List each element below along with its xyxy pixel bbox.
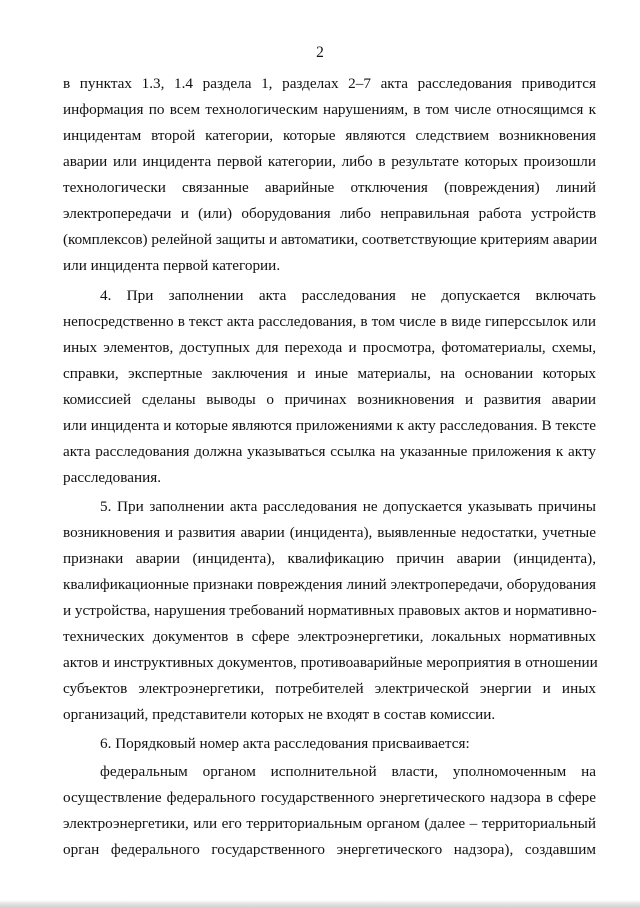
subparagraph-first-line: федеральным органом исполнительной власти, уполномоченным на	[100, 763, 596, 780]
text-line: комиссией сделаны выводы о причинах возникновения и развития аварии	[63, 391, 596, 408]
paragraph-4-first-line: 4. При заполнении акта расследования не допускается включать	[100, 287, 596, 304]
text-line: технических документов в сфере электроэнергетики, локальных нормативных	[63, 628, 596, 645]
text-line: (комплексов) релейной защиты и автоматики, соответствующие критериям аварии	[63, 231, 598, 248]
text-line: акта расследования должна указываться ссылка на указанные приложения к акту	[63, 443, 596, 460]
text-line: в пунктах 1.3, 1.4 раздела 1, разделах 2–7 акта расследования приводится	[63, 75, 596, 92]
text-line: возникновения и развития аварии (инцидента), выявленные недостатки, учетные	[63, 524, 596, 541]
text-line: иных элементов, доступных для перехода и просмотра, фотоматериалы, схемы,	[63, 339, 596, 356]
scan-bottom-edge	[0, 900, 640, 908]
text-line: непосредственно в текст акта расследования, в том числе в виде гиперссылок или	[63, 313, 596, 330]
text-line: или инцидента первой категории.	[63, 257, 281, 274]
text-line: электропередачи и (или) оборудования либо неправильная работа устройств	[63, 205, 596, 222]
text-line: инцидентам второй категории, которые являются следствием возникновения	[63, 127, 596, 144]
text-line: или инцидента и которые являются приложениями к акту расследования. В тексте	[63, 417, 596, 434]
text-line: субъектов электроэнергетики, потребителей электрической энергии и иных	[63, 680, 596, 697]
text-line: и устройства, нарушения требований нормативных правовых актов и нормативно-	[63, 602, 597, 619]
text-line: актов и инструктивных документов, противоаварийные мероприятия в отношении	[63, 654, 598, 671]
text-line: расследования.	[63, 469, 162, 486]
paragraph-5-first-line: 5. При заполнении акта расследования не допускается указывать причины	[100, 498, 596, 515]
text-line: орган федерального государственного энергетического надзора), создавшим	[63, 841, 596, 858]
paragraph-6-first-line: 6. Порядковый номер акта расследования присваивается:	[100, 735, 470, 752]
text-line: признаки аварии (инцидента), квалификацию причин аварии (инцидента),	[63, 550, 596, 567]
text-line: организаций, представители которых не входят в состав комиссии.	[63, 706, 496, 723]
text-line: информация по всем технологическим нарушениям, в том числе относящимся к	[63, 101, 596, 118]
text-line: электроэнергетики, или его территориальным органом (далее – территориальный	[63, 815, 596, 832]
text-line: технологически связанные аварийные отключения (повреждения) линий	[63, 179, 596, 196]
text-line: аварии или инцидента первой категории, либо в результате которых произошли	[63, 153, 596, 170]
text-line: справки, экспертные заключения и иные материалы, на основании которых	[63, 365, 596, 382]
page-number: 2	[316, 44, 324, 61]
text-line: осуществление федерального государственного энергетического надзора в сфере	[63, 789, 596, 806]
text-line: квалификационные признаки повреждения линий электропередачи, оборудования	[63, 576, 596, 593]
